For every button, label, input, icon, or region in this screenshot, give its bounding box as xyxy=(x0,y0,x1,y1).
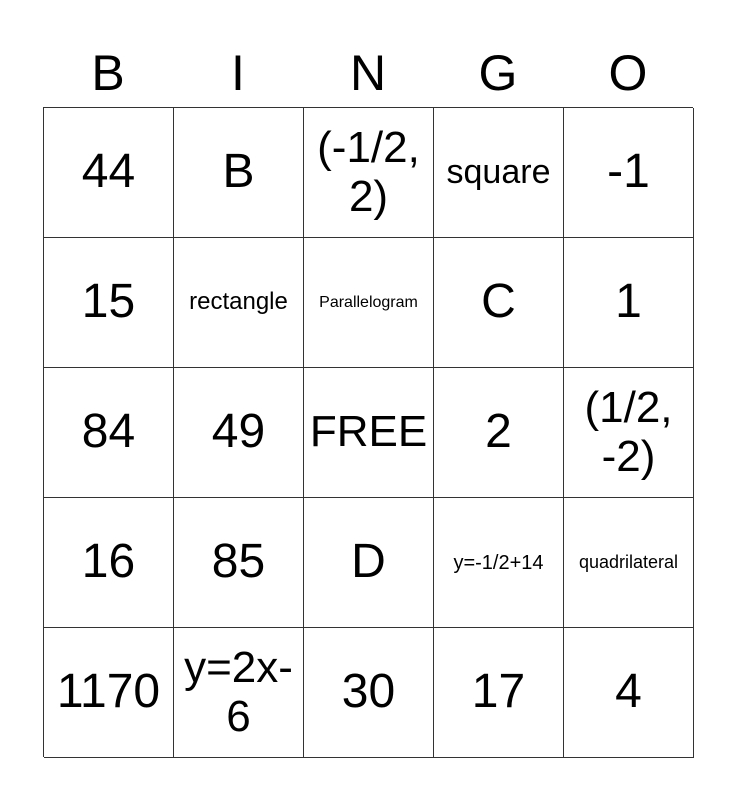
bingo-cell: 85 xyxy=(174,498,304,628)
bingo-cell: 16 xyxy=(44,498,174,628)
bingo-cell: quadrilateral xyxy=(564,498,694,628)
bingo-cell: 15 xyxy=(44,238,174,368)
header-letter-i: I xyxy=(231,45,245,101)
bingo-cell: 49 xyxy=(174,368,304,498)
header-letter-g: G xyxy=(478,45,518,101)
bingo-cell: B xyxy=(174,108,304,238)
bingo-cell: D xyxy=(304,498,434,628)
bingo-cell: rectangle xyxy=(174,238,304,368)
bingo-cell: 1 xyxy=(564,238,694,368)
bingo-cell: (1/2, -2) xyxy=(564,368,694,498)
bingo-header xyxy=(43,44,693,102)
free-space-cell: FREE xyxy=(304,368,434,498)
bingo-cell: 2 xyxy=(434,368,564,498)
bingo-cell: Parallelogram xyxy=(304,238,434,368)
header-letter-o: O xyxy=(608,45,648,101)
bingo-cell: 4 xyxy=(564,628,694,758)
bingo-cell: 84 xyxy=(44,368,174,498)
bingo-cell: square xyxy=(434,108,564,238)
bingo-cell: y=-1/2+14 xyxy=(434,498,564,628)
bingo-cell: 44 xyxy=(44,108,174,238)
bingo-cell: C xyxy=(434,238,564,368)
bingo-cell: -1 xyxy=(564,108,694,238)
bingo-grid xyxy=(43,107,693,757)
header-letter-b: B xyxy=(91,45,125,101)
bingo-cell: 17 xyxy=(434,628,564,758)
bingo-cell: 1170 xyxy=(44,628,174,758)
bingo-cell: (-1/2, 2) xyxy=(304,108,434,238)
bingo-cell: 30 xyxy=(304,628,434,758)
header-letter-n: N xyxy=(349,45,387,101)
bingo-cell: y=2x-6 xyxy=(174,628,304,758)
